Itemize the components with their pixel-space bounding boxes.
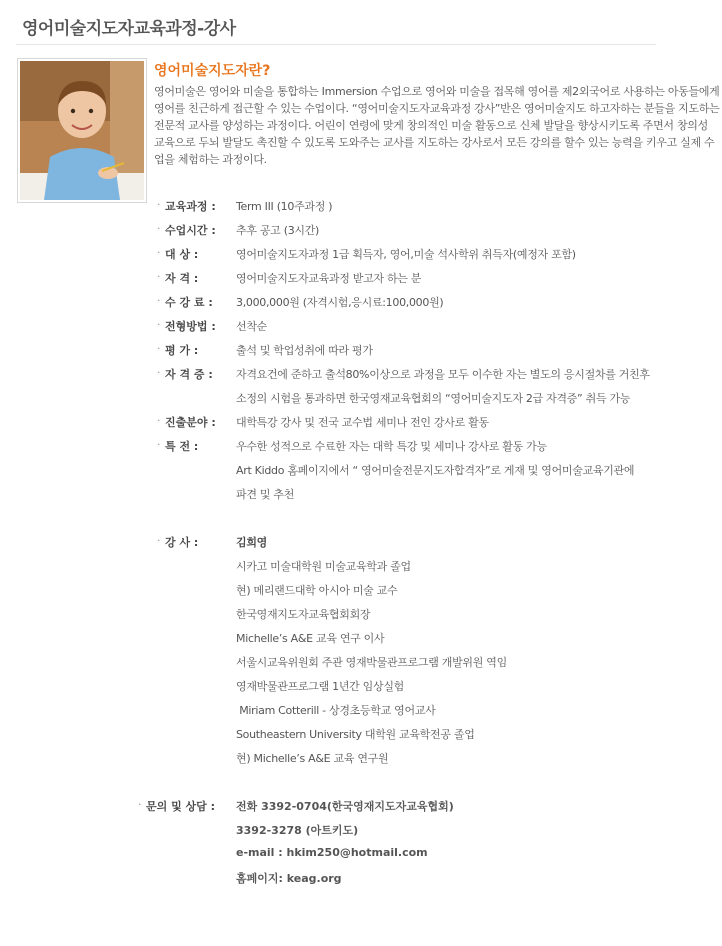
bullet: · xyxy=(157,246,161,259)
bullet: · xyxy=(138,798,142,811)
contact-homepage[interactable]: 홈페이지: keag.org xyxy=(236,872,342,885)
course-label: 교육과정 : xyxy=(165,200,216,213)
time-value: 추후 공고 (3시간) xyxy=(236,224,320,237)
instructor-career-item: 현) 메리랜드대학 아시아 미술 교수 xyxy=(236,584,398,597)
contact-phone-1: 전화 3392-0704(한국영재지도자교육협회) xyxy=(236,800,454,813)
target-label: 대 상 : xyxy=(165,248,199,261)
instructor-career-item: Michelle’s A&E 교육 연구 이사 xyxy=(236,632,385,645)
evaluation-label: 평 가 : xyxy=(165,344,199,357)
evaluation-value: 출석 및 학업성취에 따라 평가 xyxy=(236,344,373,357)
fee-value: 3,000,000원 (자격시험,응시료:100,000원) xyxy=(236,296,444,309)
bullet: · xyxy=(157,342,161,355)
bullet: · xyxy=(157,318,161,331)
selection-value: 선착순 xyxy=(236,320,267,333)
time-label: 수업시간 : xyxy=(165,224,216,237)
instructor-career-item: 한국영재지도자교육협회회장 xyxy=(236,608,371,621)
bullet: · xyxy=(157,294,161,307)
child-illustration xyxy=(20,61,144,200)
career-value: 대학특강 강사 및 전국 교수법 세미나 전인 강사로 활동 xyxy=(236,416,489,429)
bullet: · xyxy=(157,534,161,547)
instructor-career-item: Southeastern University 대학원 교육학전공 졸업 xyxy=(236,728,475,741)
intro-heading: 영어미술지도자란? xyxy=(154,63,271,79)
bullet: · xyxy=(157,438,161,451)
certificate-line-2: 소정의 시험을 통과하면 한국영재교육협회의 “영어미술지도자 2급 자격증” 취득 가능 xyxy=(236,392,631,405)
benefits-label: 특 전 : xyxy=(165,440,199,453)
selection-label: 전형방법 : xyxy=(165,320,216,333)
certificate-label: 자 격 증 : xyxy=(165,368,213,381)
fee-label: 수 강 료 : xyxy=(165,296,213,309)
bullet: · xyxy=(157,270,161,283)
qualification-value: 영어미술지도자교육과정 받고자 하는 분 xyxy=(236,272,422,285)
bullet: · xyxy=(157,198,161,211)
contact-label: 문의 및 상담 : xyxy=(146,800,216,813)
certificate-line-1: 자격요건에 준하고 출석80%이상으로 과정을 모두 이수한 자는 별도의 응시절차를 거친후 xyxy=(236,368,650,381)
page-title: 영어미술지도자교육과정-강사 xyxy=(22,19,236,39)
benefits-line-1: 우수한 성적으로 수료한 자는 대학 특강 및 세미나 강사로 활동 가능 xyxy=(236,440,547,453)
course-value: Term III (10주과정 ) xyxy=(236,200,333,213)
child-photo xyxy=(17,58,147,203)
instructor-name: 김희영 xyxy=(236,536,267,549)
instructor-career-item: 현) Michelle’s A&E 교육 연구원 xyxy=(236,752,389,765)
benefits-line-2: Art Kiddo 홈페이지에서 “ 영어미술전문지도자합격자”로 게재 및 영어미술교육기관에 xyxy=(236,464,635,477)
instructor-career-item: 영재박물관프로그램 1년간 임상실험 xyxy=(236,680,404,693)
bullet: · xyxy=(157,414,161,427)
instructor-label: 강 사 : xyxy=(165,536,199,549)
bullet: · xyxy=(157,222,161,235)
target-value: 영어미술지도자과정 1급 획득자, 영어,미술 석사학위 취득자(예정자 포함) xyxy=(236,248,576,261)
instructor-career-item: 서울시교육위원회 주관 영재박물관프로그램 개발위원 역임 xyxy=(236,656,507,669)
instructor-career-item: Miriam Cotterill - 상경초등학교 영어교사 xyxy=(236,704,436,717)
contact-email[interactable]: e-mail : hkim250@hotmail.com xyxy=(236,846,428,859)
qualification-label: 자 격 : xyxy=(165,272,199,285)
intro-text: 영어미술은 영어와 미술을 통합하는 Immersion 수업으로 영어와 미술을 접목해 영어를 제2외국어로 사용하는 아동들에게 영어를 친근하게 접근할 수 있는 수업이다. “영어미술지도자교육과정 강사”반은 영어미술지도 하고자하는 분들을 지도하는 전문적 교사를 양성하는 과정이다. 어린이 연령에 맞게 창의적인 미술 활동으로 신체 발달을 향상시키도록 주면서 창의성 교육으로 두뇌 발달도 촉진할 수 있도록 도와주는 교사를 지도하는 강사로서 모든 강의를 할수 있는 능력을 키우고 실제 수업을 체험하는 과정이다. xyxy=(154,85,720,166)
bullet: · xyxy=(157,366,161,379)
benefits-line-3: 파견 및 추천 xyxy=(236,488,295,501)
instructor-career-item: 시카고 미술대학원 미술교육학과 졸업 xyxy=(236,560,411,573)
title-divider xyxy=(16,44,656,45)
contact-phone-2: 3392-3278 (아트키도) xyxy=(236,824,359,837)
career-label: 진출분야 : xyxy=(165,416,216,429)
